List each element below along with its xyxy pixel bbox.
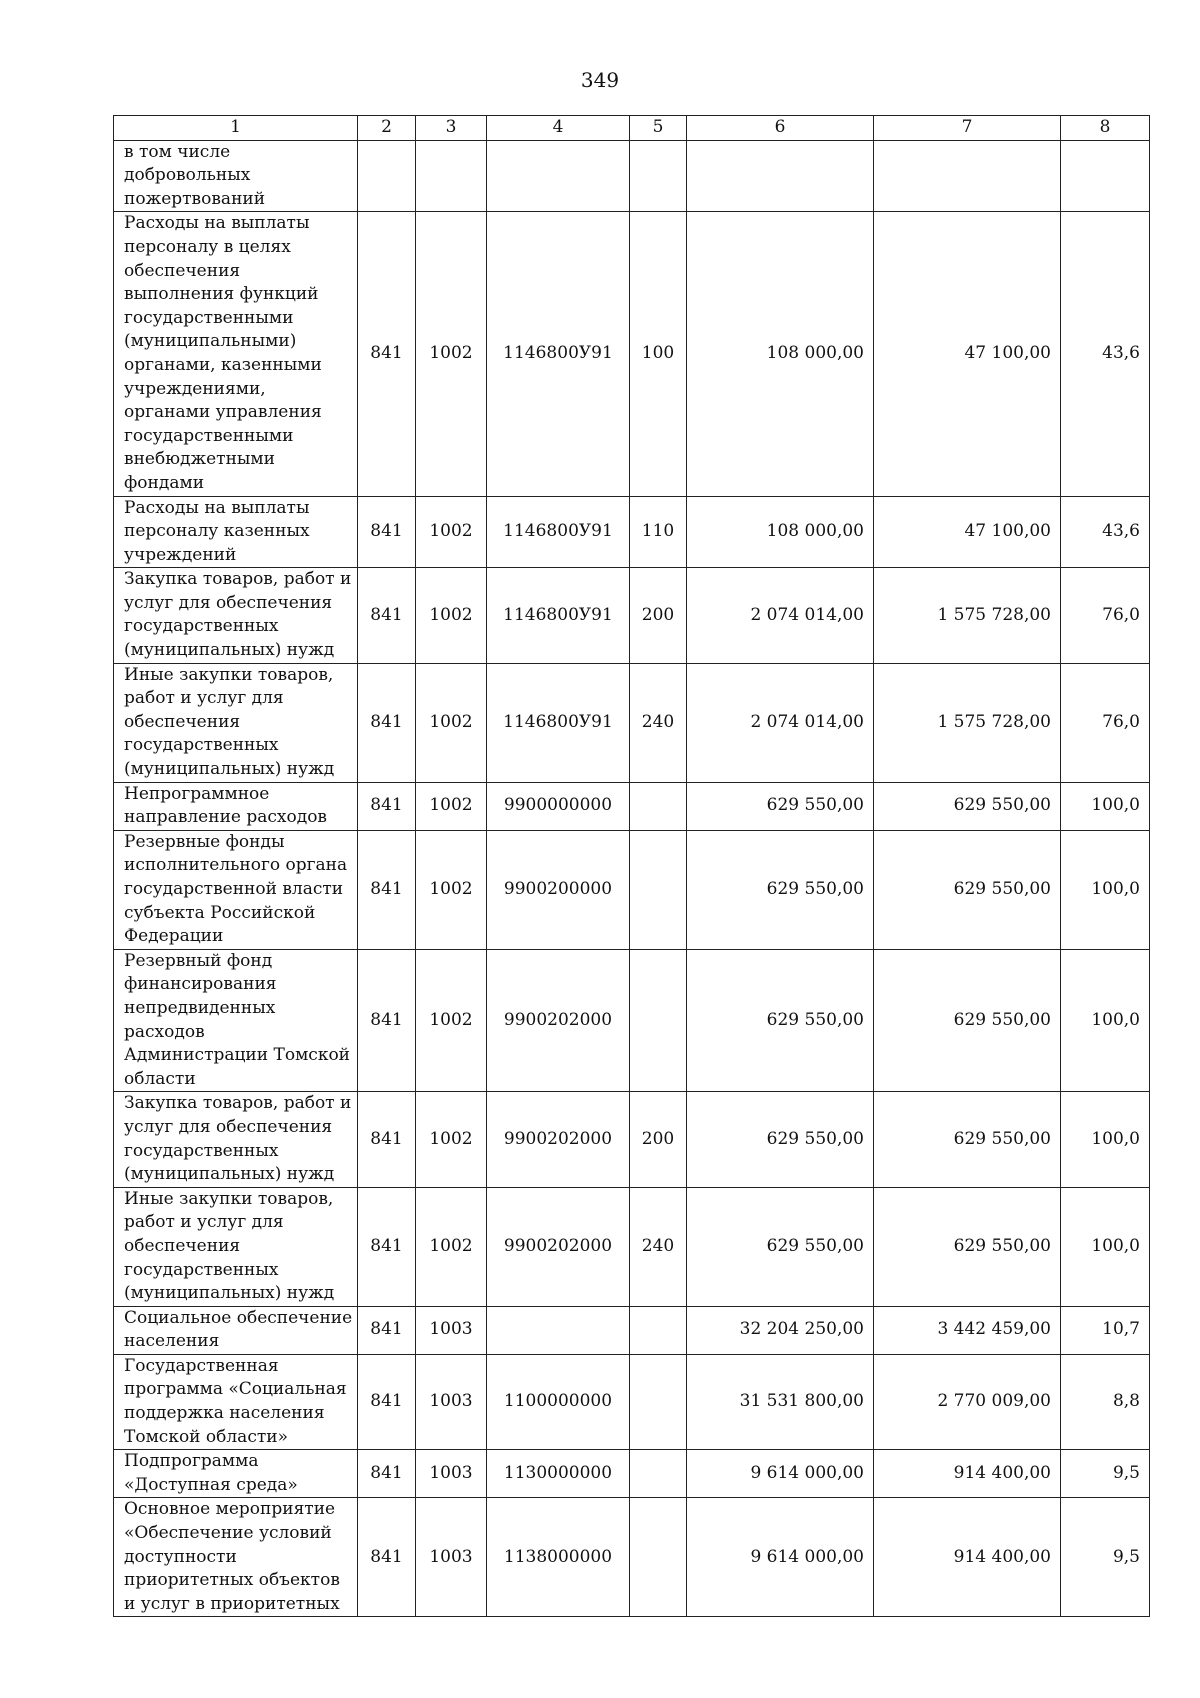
percent-cell: 8,8 (1061, 1354, 1150, 1449)
chapter-code-cell: 841 (358, 1498, 416, 1617)
table-row (114, 1450, 1150, 1498)
header-cell: 4 (487, 116, 630, 141)
section-code-cell: 1003 (416, 1498, 487, 1617)
target-article-cell: 9900000000 (487, 782, 630, 830)
target-article-cell: 9900202000 (487, 949, 630, 1092)
chapter-code-cell (358, 140, 416, 212)
row-name-cell: Иные закупки товаров, работ и услуг для обеспечения государственных (муниципальных) нужд (114, 663, 358, 782)
table-row (114, 1187, 1150, 1306)
target-article-cell (487, 1306, 630, 1354)
expense-type-cell (630, 1498, 687, 1617)
percent-cell: 9,5 (1061, 1450, 1150, 1498)
expense-type-cell (630, 1354, 687, 1449)
percent-cell: 100,0 (1061, 949, 1150, 1092)
table-row (114, 140, 1150, 212)
plan-amount-cell: 9 614 000,00 (687, 1498, 874, 1617)
plan-amount-cell: 108 000,00 (687, 212, 874, 496)
row-name-cell: Непрограммное направление расходов (114, 782, 358, 830)
section-code-cell: 1002 (416, 496, 487, 568)
row-name-cell: Социальное обеспечение населения (114, 1306, 358, 1354)
actual-amount-cell: 629 550,00 (874, 1092, 1061, 1187)
header-cell: 3 (416, 116, 487, 141)
row-name-cell: Резервный фонд финансирования непредвиденных расходов Администрации Томской области (114, 949, 358, 1092)
target-article-cell: 9900202000 (487, 1187, 630, 1306)
expense-type-cell: 110 (630, 496, 687, 568)
expense-type-cell: 240 (630, 1187, 687, 1306)
row-name-cell: Основное мероприятие «Обеспечение условий доступности приоритетных объектов и услуг в приоритетных (114, 1498, 358, 1617)
chapter-code-cell: 841 (358, 568, 416, 663)
chapter-code-cell: 841 (358, 212, 416, 496)
percent-cell: 9,5 (1061, 1498, 1150, 1617)
percent-cell: 43,6 (1061, 496, 1150, 568)
section-code-cell: 1002 (416, 212, 487, 496)
percent-cell: 43,6 (1061, 212, 1150, 496)
row-name-cell: Закупка товаров, работ и услуг для обеспечения государственных (муниципальных) нужд (114, 1092, 358, 1187)
table-row (114, 496, 1150, 568)
expense-type-cell (630, 1450, 687, 1498)
chapter-code-cell: 841 (358, 782, 416, 830)
target-article-cell: 1146800У91 (487, 568, 630, 663)
table-row (114, 1498, 1150, 1617)
table-row (114, 663, 1150, 782)
plan-amount-cell: 2 074 014,00 (687, 568, 874, 663)
actual-amount-cell (874, 140, 1061, 212)
row-name-cell: Подпрограмма «Доступная среда» (114, 1450, 358, 1498)
target-article-cell: 1146800У91 (487, 496, 630, 568)
chapter-code-cell: 841 (358, 496, 416, 568)
header-cell: 7 (874, 116, 1061, 141)
header-cell: 6 (687, 116, 874, 141)
table-header-row (114, 116, 1150, 141)
chapter-code-cell: 841 (358, 1187, 416, 1306)
plan-amount-cell: 629 550,00 (687, 1187, 874, 1306)
budget-table (113, 115, 1150, 1617)
actual-amount-cell: 914 400,00 (874, 1450, 1061, 1498)
chapter-code-cell: 841 (358, 1092, 416, 1187)
row-name-cell: в том числе добровольных пожертвований (114, 140, 358, 212)
expense-type-cell: 100 (630, 212, 687, 496)
section-code-cell: 1003 (416, 1306, 487, 1354)
target-article-cell: 1146800У91 (487, 663, 630, 782)
section-code-cell: 1003 (416, 1354, 487, 1449)
expense-type-cell (630, 949, 687, 1092)
target-article-cell: 1146800У91 (487, 212, 630, 496)
target-article-cell (487, 140, 630, 212)
target-article-cell: 1100000000 (487, 1354, 630, 1449)
actual-amount-cell: 629 550,00 (874, 830, 1061, 949)
chapter-code-cell: 841 (358, 1306, 416, 1354)
chapter-code-cell: 841 (358, 949, 416, 1092)
table-row (114, 782, 1150, 830)
expense-type-cell (630, 1306, 687, 1354)
plan-amount-cell: 32 204 250,00 (687, 1306, 874, 1354)
section-code-cell: 1002 (416, 1187, 487, 1306)
plan-amount-cell: 2 074 014,00 (687, 663, 874, 782)
chapter-code-cell: 841 (358, 830, 416, 949)
expense-type-cell: 200 (630, 568, 687, 663)
actual-amount-cell: 1 575 728,00 (874, 663, 1061, 782)
row-name-cell: Государственная программа «Социальная поддержка населения Томской области» (114, 1354, 358, 1449)
actual-amount-cell: 3 442 459,00 (874, 1306, 1061, 1354)
row-name-cell: Закупка товаров, работ и услуг для обеспечения государственных (муниципальных) нужд (114, 568, 358, 663)
target-article-cell: 1130000000 (487, 1450, 630, 1498)
header-cell: 5 (630, 116, 687, 141)
actual-amount-cell: 2 770 009,00 (874, 1354, 1061, 1449)
percent-cell: 76,0 (1061, 568, 1150, 663)
table-row (114, 949, 1150, 1092)
chapter-code-cell: 841 (358, 1450, 416, 1498)
plan-amount-cell: 108 000,00 (687, 496, 874, 568)
row-name-cell: Иные закупки товаров, работ и услуг для обеспечения государственных (муниципальных) нужд (114, 1187, 358, 1306)
table-row (114, 830, 1150, 949)
table-row (114, 568, 1150, 663)
percent-cell: 76,0 (1061, 663, 1150, 782)
actual-amount-cell: 914 400,00 (874, 1498, 1061, 1617)
plan-amount-cell (687, 140, 874, 212)
plan-amount-cell: 629 550,00 (687, 1092, 874, 1187)
section-code-cell: 1002 (416, 1092, 487, 1187)
table-row (114, 1354, 1150, 1449)
section-code-cell: 1002 (416, 830, 487, 949)
section-code-cell: 1002 (416, 568, 487, 663)
expense-type-cell (630, 140, 687, 212)
table-row (114, 1092, 1150, 1187)
header-cell: 2 (358, 116, 416, 141)
expense-type-cell (630, 782, 687, 830)
actual-amount-cell: 629 550,00 (874, 949, 1061, 1092)
percent-cell: 100,0 (1061, 830, 1150, 949)
plan-amount-cell: 629 550,00 (687, 782, 874, 830)
target-article-cell: 9900202000 (487, 1092, 630, 1187)
percent-cell: 100,0 (1061, 1092, 1150, 1187)
table-row (114, 1306, 1150, 1354)
plan-amount-cell: 9 614 000,00 (687, 1450, 874, 1498)
actual-amount-cell: 47 100,00 (874, 212, 1061, 496)
plan-amount-cell: 629 550,00 (687, 830, 874, 949)
table-row (114, 212, 1150, 496)
chapter-code-cell: 841 (358, 1354, 416, 1449)
percent-cell: 10,7 (1061, 1306, 1150, 1354)
expense-type-cell: 200 (630, 1092, 687, 1187)
page-number: 349 (580, 68, 620, 92)
row-name-cell: Расходы на выплаты персоналу в целях обеспечения выполнения функций государственными (муниципальными) органами, казенными учреждениями, органами управления государственными внебюджетными фондами (114, 212, 358, 496)
percent-cell: 100,0 (1061, 782, 1150, 830)
plan-amount-cell: 31 531 800,00 (687, 1354, 874, 1449)
expense-type-cell (630, 830, 687, 949)
actual-amount-cell: 1 575 728,00 (874, 568, 1061, 663)
section-code-cell: 1002 (416, 949, 487, 1092)
section-code-cell: 1003 (416, 1450, 487, 1498)
section-code-cell (416, 140, 487, 212)
plan-amount-cell: 629 550,00 (687, 949, 874, 1092)
row-name-cell: Расходы на выплаты персоналу казенных учреждений (114, 496, 358, 568)
percent-cell (1061, 140, 1150, 212)
row-name-cell: Резервные фонды исполнительного органа государственной власти субъекта Российской Федерации (114, 830, 358, 949)
chapter-code-cell: 841 (358, 663, 416, 782)
section-code-cell: 1002 (416, 782, 487, 830)
section-code-cell: 1002 (416, 663, 487, 782)
actual-amount-cell: 629 550,00 (874, 1187, 1061, 1306)
header-cell: 8 (1061, 116, 1150, 141)
expense-type-cell: 240 (630, 663, 687, 782)
target-article-cell: 9900200000 (487, 830, 630, 949)
header-cell: 1 (114, 116, 358, 141)
actual-amount-cell: 629 550,00 (874, 782, 1061, 830)
percent-cell: 100,0 (1061, 1187, 1150, 1306)
target-article-cell: 1138000000 (487, 1498, 630, 1617)
actual-amount-cell: 47 100,00 (874, 496, 1061, 568)
